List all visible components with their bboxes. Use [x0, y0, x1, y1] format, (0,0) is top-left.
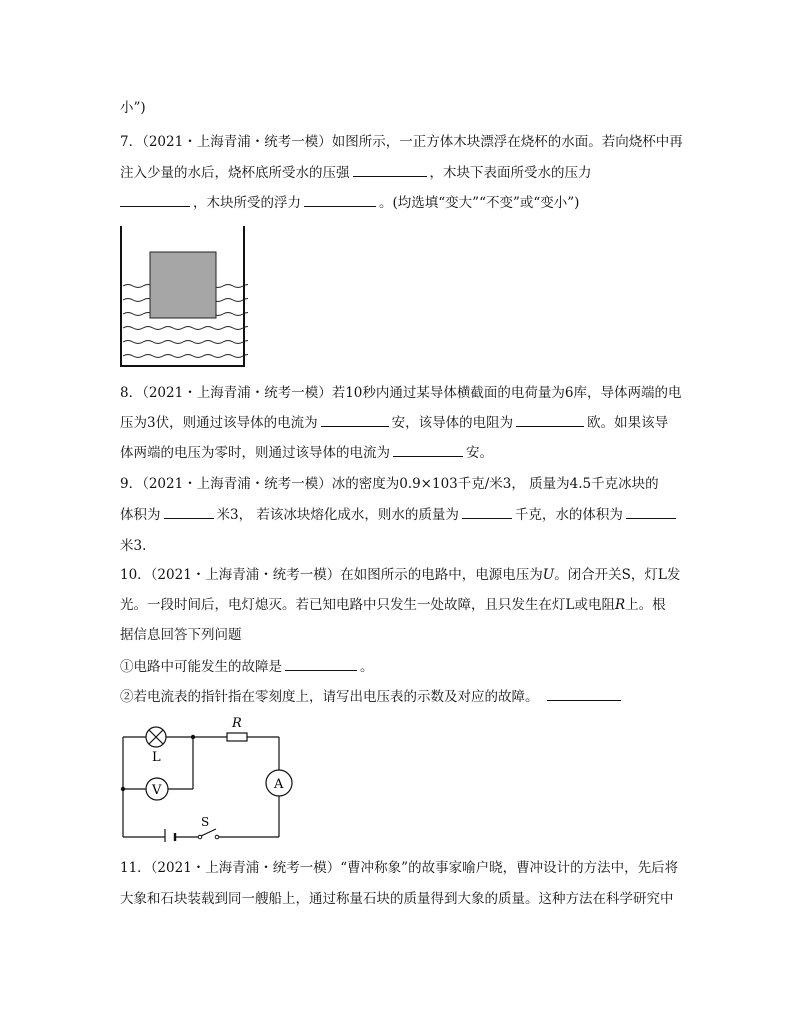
q10-text-fault: 光。一段时间后，电灯熄灭。若已知电路中只发生一处故障，且只发生在灯L或电阻	[120, 597, 615, 613]
lamp-label: L	[152, 750, 161, 765]
answer-blank-force[interactable]	[120, 194, 190, 207]
q7-line-2	[120, 164, 592, 182]
beaker-figure	[118, 224, 248, 368]
q9-text-volume: 体积为	[120, 507, 161, 523]
answer-blank-resistance[interactable]	[516, 414, 584, 427]
answer-blank-current[interactable]	[321, 414, 389, 427]
q9-line-2	[120, 506, 679, 524]
answer-blank-pressure[interactable]	[353, 164, 427, 177]
q8-text-if: 欧。如果该导	[587, 415, 669, 431]
q9-text-water-volume: 千克，水的体积为	[514, 507, 623, 523]
voltmeter-label: V	[152, 783, 162, 798]
q10-sub2-text: ②若电流表的指针指在零刻度上，请写出电压表的示数及对应的故障。	[120, 689, 539, 705]
q10-sub1-end: 。	[360, 659, 374, 675]
q7-line-1: 7．（2021・上海青浦・统考一模）如图所示，一正方体木块漂浮在烧杯的水面。若向烧杯中再	[120, 134, 683, 150]
answer-blank-ice-volume[interactable]	[164, 506, 214, 519]
switch-label: S	[201, 815, 210, 829]
q10-sub-2	[120, 688, 624, 706]
answer-blank-buoyancy[interactable]	[304, 194, 376, 207]
resistor-symbol	[227, 733, 247, 741]
q9-text-melt: 米3， 若该冰块熔化成水，则水的质量为	[216, 507, 459, 523]
q10-line-1	[120, 566, 680, 584]
lamp-symbol	[146, 727, 166, 747]
q8-line-1: 8．（2021・上海青浦・统考一模）若10秒内通过某导体横截面的电荷量为6库，导体两端的电	[120, 385, 682, 401]
circuit-diagram	[112, 712, 302, 842]
switch-symbol	[198, 829, 219, 839]
q10-line-3: 据信息回答下列问题	[120, 627, 242, 643]
q10-line-2	[120, 596, 666, 614]
junction-dot-top	[191, 735, 195, 739]
q10-sub1-text: ①电路中可能发生的故障是	[120, 659, 282, 675]
q7-text-force: ，木块下表面所受水的压力	[429, 165, 592, 181]
q11-line-1: 11．（2021・上海青浦・统考一模）“曹冲称象”的故事家喻户晓，曹冲设计的方法中，先后将	[120, 860, 679, 876]
answer-blank-water-mass[interactable]	[462, 506, 512, 519]
q7-text-options: 。(均选填“变大”“不变”或“变小”)	[379, 195, 580, 211]
q8-line-3	[120, 444, 493, 462]
answer-blank-water-volume[interactable]	[626, 506, 676, 519]
q7-text-buoyancy: ，木块所受的浮力	[193, 195, 301, 211]
q10-text-switch: 。闭合开关S，灯L发	[554, 567, 681, 583]
ammeter-label: A	[274, 777, 284, 792]
answer-blank-possible-fault[interactable]	[285, 658, 357, 671]
q8-text-zero-voltage: 体两端的电压为零时，则通过该导体的电流为	[120, 445, 390, 461]
q8-text-resistance: 安，该导体的电阻为	[391, 415, 514, 431]
wooden-block	[150, 252, 216, 318]
q10-symbol-u: U	[542, 567, 555, 583]
q8-line-2	[120, 414, 668, 432]
q11-line-2: 大象和石块装载到同一艘船上，通过称量石块的质量得到大象的质量。这种方法在科学研究中	[120, 891, 674, 907]
q7-text-pressure: 注入少量的水后，烧杯底所受水的压强	[120, 165, 350, 181]
q8-text-current: 压为3伏，则通过该导体的电流为	[120, 415, 318, 431]
junction-dot-left	[121, 787, 125, 791]
q10-sub-1	[120, 658, 374, 676]
answer-blank-zero-current[interactable]	[393, 444, 463, 457]
q9-line-1: 9．（2021・上海青浦・统考一模）冰的密度为0.9×103千克/米3， 质量为4.5千克冰块的	[120, 476, 659, 492]
q8-text-unit: 安。	[466, 445, 493, 461]
q10-text-according: 上。根	[625, 597, 666, 613]
resistor-label: R	[232, 716, 242, 731]
answer-blank-voltmeter-fault[interactable]	[547, 688, 621, 701]
q10-text-intro: 10．（2021・上海青浦・统考一模）在如图所示的电路中，电源电压为	[120, 567, 543, 583]
q7-line-3	[120, 194, 579, 212]
previous-question-tail: 小”)	[120, 100, 146, 116]
q10-symbol-r: R	[614, 597, 626, 613]
battery-symbol	[165, 829, 175, 842]
q9-line-3: 米3.	[120, 538, 147, 554]
